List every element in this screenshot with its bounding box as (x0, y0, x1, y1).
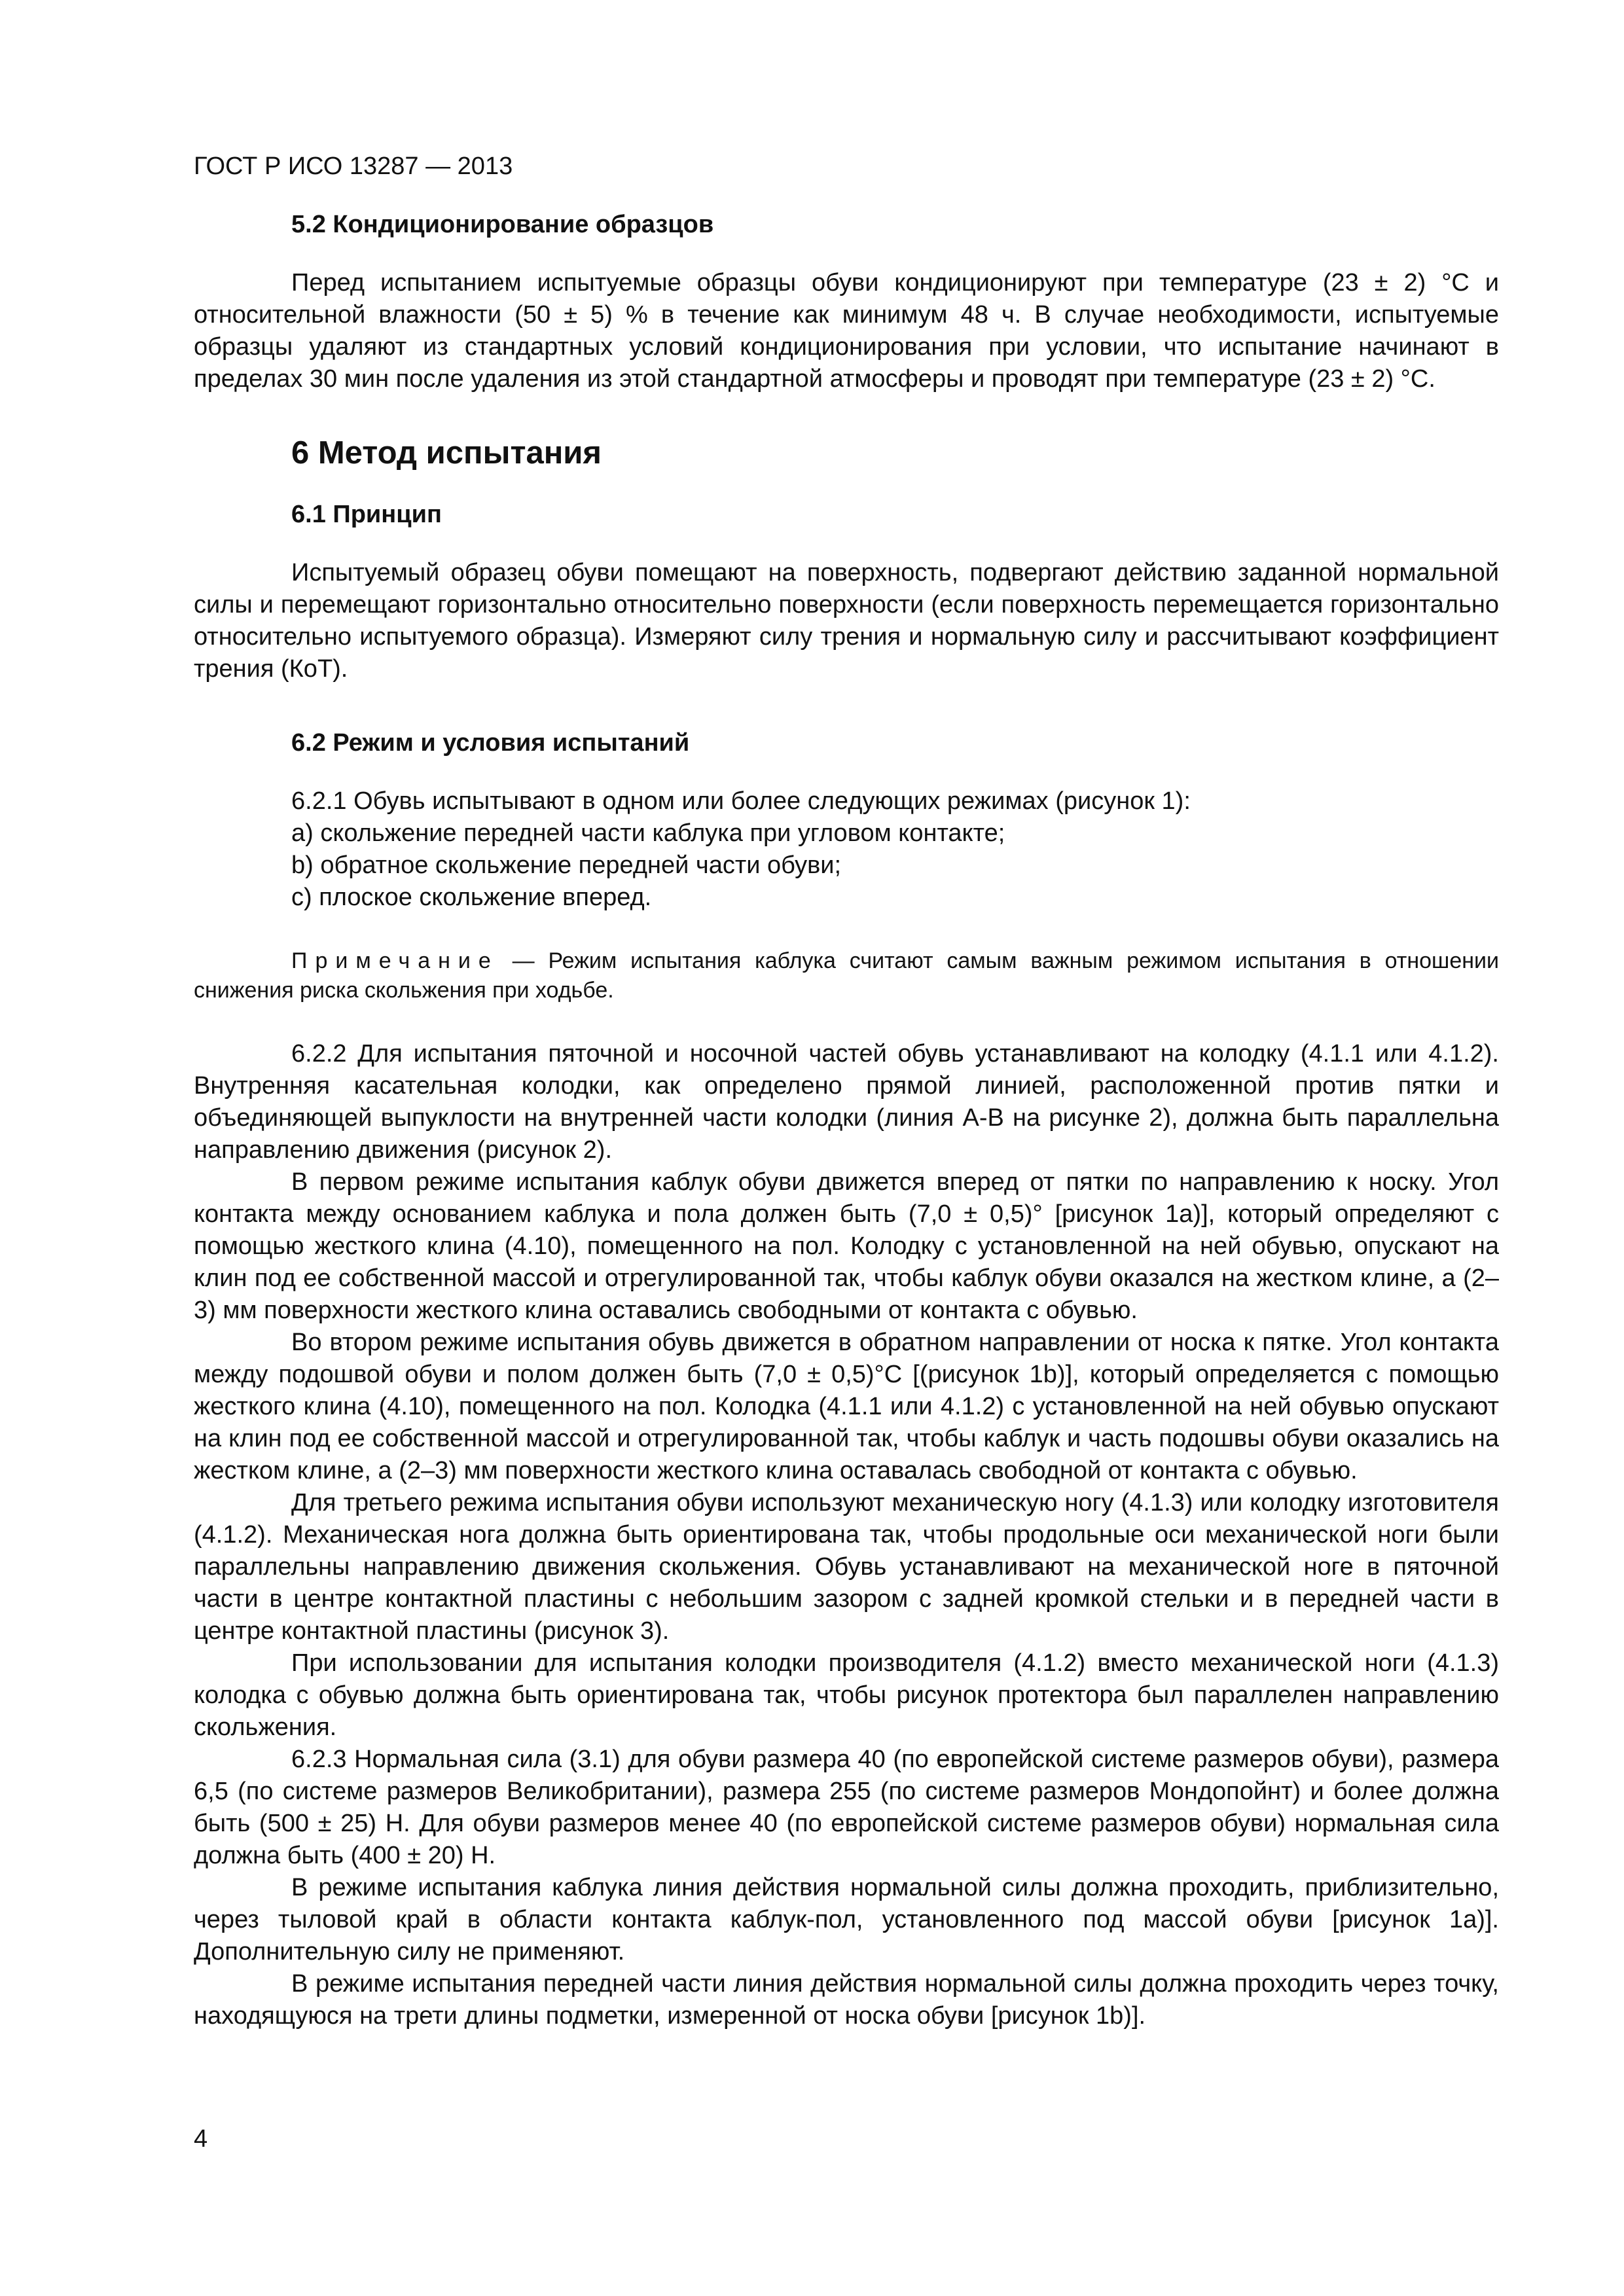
list-item: b) обратное скольжение передней части обуви; (291, 852, 842, 879)
section-6-1-title: 6.1 Принцип (291, 501, 442, 528)
section-6-2-title: 6.2 Режим и условия испытаний (291, 729, 690, 757)
document-header: ГОСТ Р ИСО 13287 — 2013 (194, 152, 513, 180)
list-item: 6.2.1 Обувь испытывают в одном или более следующих режимах (рисунок 1): (291, 787, 1191, 815)
section-5-2-text: Перед испытанием испытуемые образцы обуви кондиционируют при температуре (23 ± 2) °С и относительной влажности (50 ± 5) % в течение как минимум 48 ч. В случае необходимости, испытуемые образцы удаляют из стандартных условий кондиционирования при условии, что испытание начинают в пределах 30 мин после удаления из этой стандартной атмосферы и проводят при температуре (23 ± 2) °С. (194, 269, 1499, 393)
section-6-title: 6 Метод испытания (291, 435, 602, 471)
paragraph: В режиме испытания каблука линия действия нормальной силы должна проходить, приблизительно, через тыловой край в области контакта каблук-пол, установленного под массой обуви [рисунок 1а)]. Дополнительную силу не применяют. (194, 1874, 1499, 1965)
paragraph: При использовании для испытания колодки производителя (4.1.2) вместо механической ноги (4.1.3) колодка с обувью должна быть ориентирована так, чтобы рисунок протектора был параллелен направлению скольжения. (194, 1649, 1499, 1741)
note-label: Примечание (291, 948, 499, 973)
modes-list (291, 785, 1499, 914)
paragraph: Во втором режиме испытания обувь движется в обратном направлении от носка к пятке. Угол контакта между подошвой обуви и полом должен быть (7,0 ± 0,5)°С [(рисунок 1b)], который определяется с помощью жесткого клина (4.10), помещенного на пол. Колодка (4.1.1 или 4.1.2) с установленной на ней обувью опускают на клин под ее собственной массой и отрегулированной так, чтобы каблук и часть подошвы обуви оказались на жестком клине, а (2–3) мм поверхности жесткого клина оставалась свободной от контакта с обувью. (194, 1329, 1499, 1484)
section-5-2-title: 5.2 Кондиционирование образцов (291, 211, 714, 238)
page-content (194, 151, 1499, 2032)
list-item: а) скольжение передней части каблука при угловом контакте; (291, 819, 1005, 847)
note-text: — Режим испытания каблука считают самым важным режимом испытания в отношении снижения риска скольжения при ходьбе. (194, 948, 1499, 1003)
paragraph: В первом режиме испытания каблук обуви движется вперед от пятки по направлению к носку. Угол контакта между основанием каблука и пола должен быть (7,0 ± 0,5)° [рисунок 1а)], который определяют с помощью жесткого клина (4.10), помещенного на пол. Колодку с установленной на ней обувью, опускают на клин под ее собственной массой и отрегулированной так, чтобы каблук обуви оказался на жестком клине, а (2–3) мм поверхности жесткого клина оставались свободными от контакта с обувью. (194, 1168, 1499, 1324)
list-item: с) плоское скольжение вперед. (291, 884, 652, 911)
note (194, 946, 1499, 1005)
paragraph: В режиме испытания передней части линия действия нормальной силы должна проходить через точку, находящуюся на трети длины подметки, измеренной от носка обуви [рисунок 1b)]. (194, 1970, 1499, 2030)
page-number: 4 (194, 2125, 208, 2153)
section-6-1-text: Испытуемый образец обуви помещают на поверхность, подвергают действию заданной нормальной силы и перемещают горизонтально относительно поверхности (если поверхность перемещается горизонтально относительно испытуемого образца). Измеряют силу трения и нормальную силу и рассчитывают коэффициент трения (КоТ). (194, 559, 1499, 683)
paragraph: 6.2.3 Нормальная сила (3.1) для обуви размера 40 (по европейской системе размеров обуви), размера 6,5 (по системе размеров Великобритании), размера 255 (по системе размеров Мондопойнт) и более должна быть (500 ± 25) Н. Для обуви размеров менее 40 (по европейской системе размеров обуви) нормальная сила должна быть (400 ± 20) Н. (194, 1746, 1499, 1869)
paragraph: Для третьего режима испытания обуви используют механическую ногу (4.1.3) или колодку изготовителя (4.1.2). Механическая нога должна быть ориентирована так, чтобы продольные оси механической ноги были параллельны направлению движения скольжения. Обувь устанавливают на механической ноге в пяточной части в центре контактной пластины с небольшим зазором с задней кромкой стельки и в передней части в центре контактной пластины (рисунок 3). (194, 1489, 1499, 1645)
paragraph: 6.2.2 Для испытания пяточной и носочной частей обувь устанавливают на колодку (4.1.1 или 4.1.2). Внутренняя касательная колодки, как определено прямой линией, расположенной против пятки и объединяющей выпуклости на внутренней части колодки (линия А-В на рисунке 2), должна быть параллельна направлению движения (рисунок 2). (194, 1040, 1499, 1164)
